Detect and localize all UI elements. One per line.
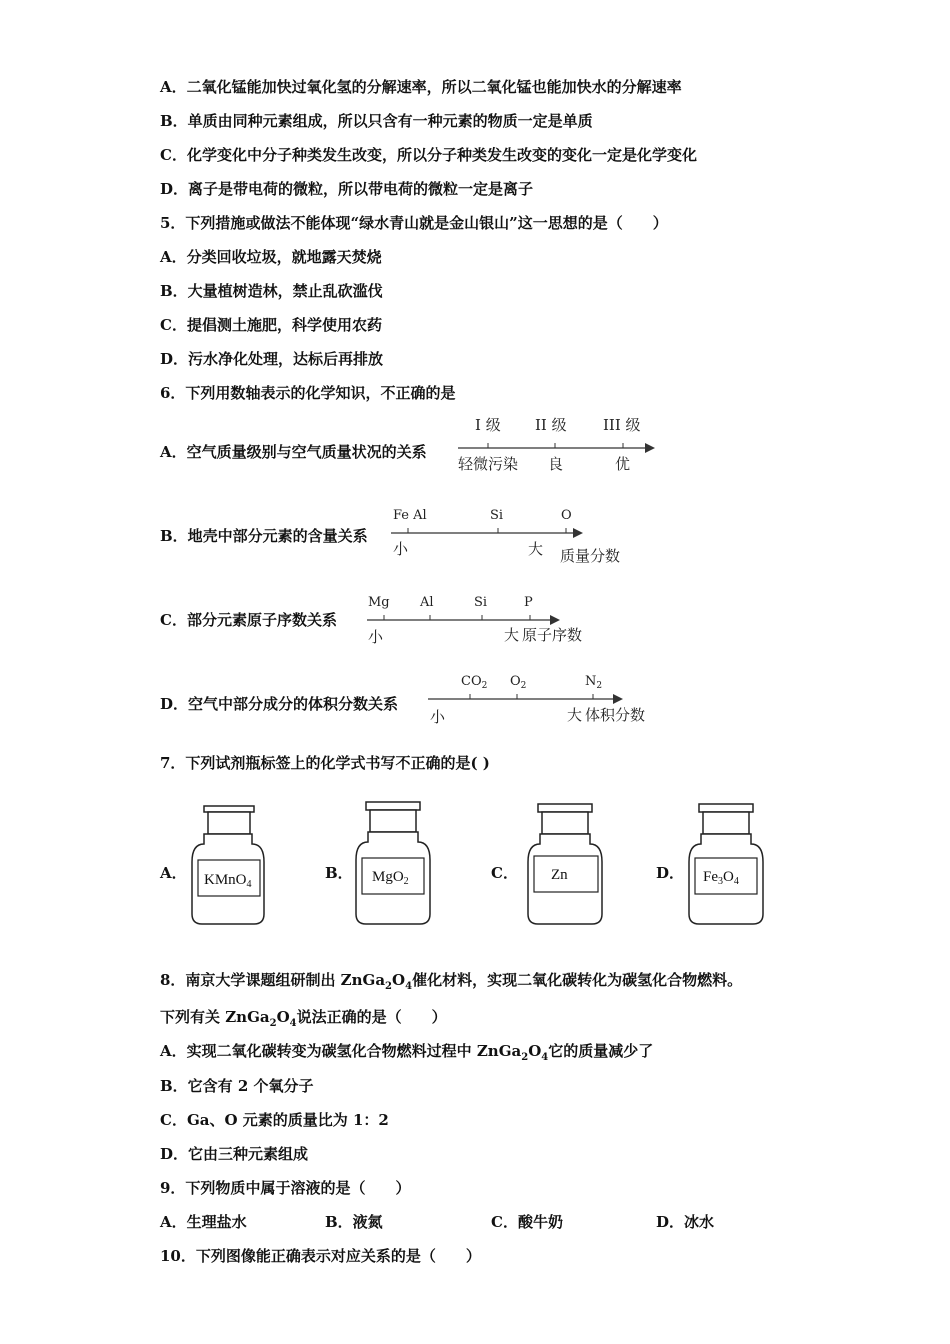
reagent-bottle-c — [524, 798, 609, 930]
q4-option-c: C．化学变化中分子种类发生改变，所以分子种类发生改变的变化一定是化学变化 — [160, 146, 697, 164]
q6-c-number-line — [362, 588, 602, 658]
q6-b-number-line — [388, 502, 638, 572]
bottle-stopper — [703, 812, 749, 834]
q6-b-label: B．地壳中部分元素的含量关系 — [160, 527, 368, 545]
q6-a-number-line — [455, 410, 665, 480]
reagent-bottle-a — [186, 798, 271, 930]
q6-d-number-line — [425, 668, 665, 738]
q7-option-b-letter: B． — [325, 864, 353, 882]
q7-option-d-letter: D． — [656, 864, 685, 882]
tick-label: 良 — [548, 455, 564, 473]
axis-name: 质量分数 — [560, 547, 621, 565]
q8-option-c: C．Ga、O 元素的质量比为 1：2 — [160, 1111, 389, 1129]
formula-text: KMnO$_4$ — [204, 872, 252, 890]
q5-option-d: D．污水净化处理，达标后再排放 — [160, 350, 384, 368]
tick-label: $O_2$ — [510, 674, 527, 691]
tick-label: 大 — [528, 540, 544, 558]
q10-stem: 10．下列图像能正确表示对应关系的是（ ） — [160, 1247, 481, 1265]
tick-label: Mg — [368, 595, 390, 610]
axis-arrow — [550, 615, 560, 625]
tick-label: Al — [420, 595, 434, 610]
q7-option-c-letter: C． — [491, 864, 518, 882]
q8-option-b: B．它含有 2 个氧分子 — [160, 1077, 314, 1095]
bottle-stopper — [208, 812, 250, 834]
formula-text: Zn — [551, 867, 568, 883]
formula-text: MgO$_2$ — [372, 869, 409, 887]
q4-option-a: A．二氧化锰能加快过氧化氢的分解速率，所以二氧化锰也能加快水的分解速率 — [160, 78, 682, 96]
q9-option-b: B．液氮 — [325, 1213, 383, 1231]
q5-option-a: A．分类回收垃圾，就地露天焚烧 — [160, 248, 382, 266]
axis-arrow — [645, 443, 655, 453]
axis-name: 体积分数 — [585, 706, 646, 724]
bottle-stopper — [542, 812, 588, 834]
bottle-cap — [699, 804, 753, 812]
q9-option-a: A．生理盐水 — [160, 1213, 247, 1231]
tick-label: $N_2$ — [585, 674, 603, 691]
tick-label: II 级 — [535, 416, 567, 434]
axis-arrow — [613, 694, 623, 704]
q5-stem: 5．下列措施或做法不能体现“绿水青山就是金山银山”这一思想的是（ ） — [160, 214, 668, 232]
tick-label: 大 — [567, 706, 583, 724]
bottle-cap — [538, 804, 592, 812]
tick-label: 小 — [393, 540, 409, 558]
q8-option-a: A．实现二氧化碳转变为碳氢化合物燃料过程中 $ZnGa_2O_4$它的质量减少了 — [160, 1042, 654, 1063]
tick-label: O — [561, 508, 572, 523]
q9-option-d: D．冰水 — [656, 1213, 715, 1231]
q8-stem: 8．南京大学课题组研制出 $ZnGa_2O_4$催化材料，实现二氧化碳转化为碳氢化合物燃料。 — [160, 971, 743, 992]
tick-label: Si — [490, 508, 504, 523]
tick-label: 轻微污染 — [458, 455, 519, 473]
formula-text: $Fe_3O_4$ — [703, 869, 739, 887]
bottle-cap — [204, 806, 254, 812]
bottle-cap — [366, 802, 420, 810]
q6-stem: 6．下列用数轴表示的化学知识，不正确的是 — [160, 384, 456, 402]
bottle-stopper — [370, 810, 416, 832]
q4-option-d: D．离子是带电荷的微粒，所以带电荷的微粒一定是离子 — [160, 180, 534, 198]
tick-label: Si — [474, 595, 488, 610]
tick-label: Fe Al — [393, 508, 427, 523]
q7-option-a-letter: A． — [160, 864, 187, 882]
tick-label: 小 — [368, 628, 384, 646]
tick-label: III 级 — [603, 416, 641, 434]
q4-option-b: B．单质由同种元素组成，所以只含有一种元素的物质一定是单质 — [160, 112, 593, 130]
reagent-bottle-b — [352, 798, 437, 930]
q6-a-label: A．空气质量级别与空气质量状况的关系 — [160, 443, 427, 461]
q5-option-c: C．提倡测土施肥，科学使用农药 — [160, 316, 382, 334]
q7-stem: 7．下列试剂瓶标签上的化学式书写不正确的是( ) — [160, 754, 490, 772]
q8-option-d: D．它由三种元素组成 — [160, 1145, 309, 1163]
q5-option-b: B．大量植树造林，禁止乱砍滥伐 — [160, 282, 383, 300]
q9-stem: 9．下列物质中属于溶液的是（ ） — [160, 1179, 411, 1197]
tick-label: 小 — [430, 708, 446, 726]
q9-option-c: C．酸牛奶 — [491, 1213, 563, 1231]
q6-c-label: C．部分元素原子序数关系 — [160, 611, 337, 629]
q6-d-label: D．空气中部分成分的体积分数关系 — [160, 695, 399, 713]
tick-label: $CO_2$ — [461, 674, 488, 691]
tick-label: 大 — [504, 626, 520, 644]
q8-stem-line2: 下列有关 $ZnGa_2O_4$说法正确的是（ ） — [160, 1008, 447, 1029]
tick-label: P — [524, 595, 533, 610]
tick-label: I 级 — [475, 416, 501, 434]
axis-name: 原子序数 — [522, 626, 583, 644]
axis-arrow — [573, 528, 583, 538]
tick-label: 优 — [615, 455, 631, 473]
reagent-bottle-d — [685, 798, 770, 930]
